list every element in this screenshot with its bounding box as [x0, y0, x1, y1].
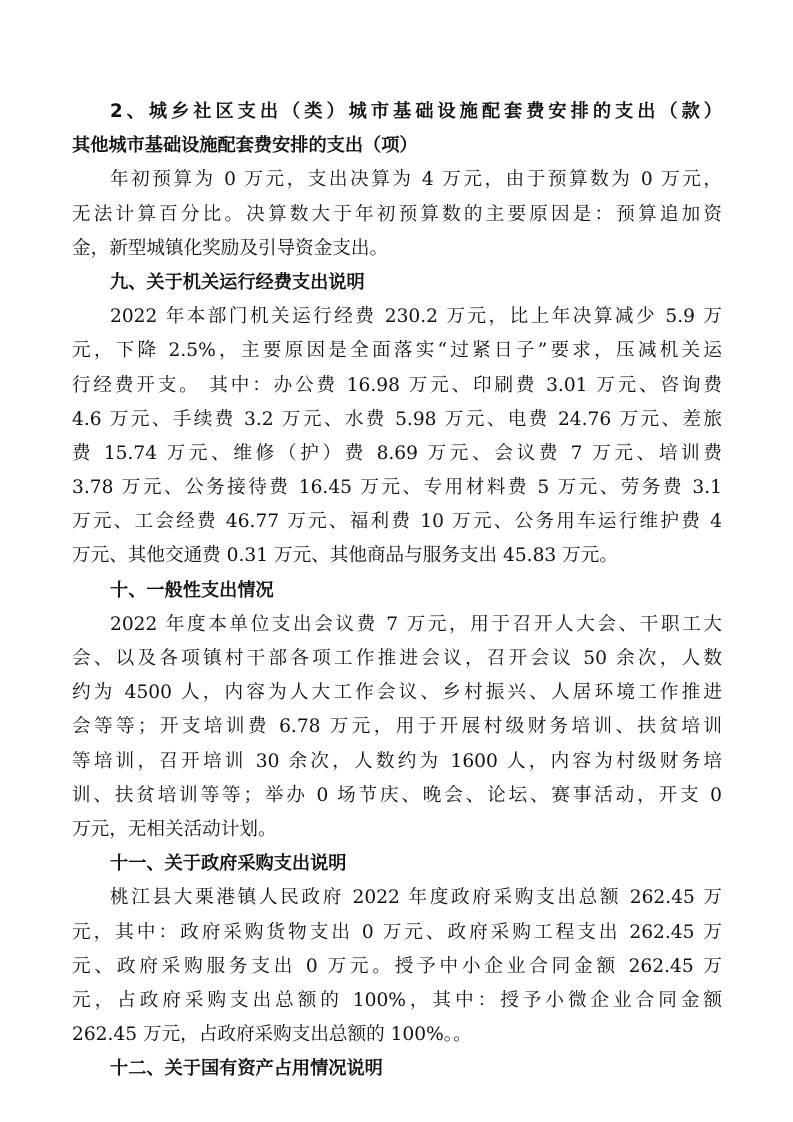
- section-9-body-line: 2022 年本部门机关运行经费 230.2 万元，比上年决算减少 5.9 万: [110, 306, 722, 328]
- section-10-body-line: 训、扶贫培训等等；举办 0 场节庆、晚会、论坛、赛事活动，开支 0: [72, 784, 722, 806]
- section-12-heading: 十二、关于国有资产占用情况说明: [110, 1058, 383, 1080]
- section-2-body-line: 年初预算为 0 万元，支出决算为 4 万元，由于预算数为 0 万元，: [110, 169, 722, 191]
- section-10-body-line: 万元，无相关活动计划。: [72, 818, 277, 840]
- section-11-heading: 十一、关于政府采购支出说明: [110, 853, 347, 875]
- section-9-body-line: 行经费开支。 其中：办公费 16.98 万元、印刷费 3.01 万元、咨询费: [72, 374, 722, 396]
- section-2-body-line: 无法计算百分比。决算数大于年初预算数的主要原因是：预算追加资: [72, 203, 722, 225]
- section-2-body-line: 金，新型城镇化奖励及引导资金支出。: [72, 237, 389, 259]
- document-body: [72, 95, 722, 1086]
- section-11-body-line: 元，占政府采购支出总额的 100%，其中：授予小微企业合同金额: [72, 989, 722, 1011]
- section-10-body-line: 约为 4500 人，内容为人大工作会议、乡村振兴、人居环境工作推进: [72, 682, 722, 704]
- section-9-body-line: 4.6 万元、手续费 3.2 万元、水费 5.98 万元、电费 24.76 万元、差旅: [72, 408, 722, 430]
- section-10-body-line: 等培训，召开培训 30 余次，人数约为 1600 人，内容为村级财务培: [72, 750, 722, 772]
- section-9-body-line: 万元、其他交通费 0.31 万元、其他商品与服务支出 45.83 万元。: [72, 545, 618, 567]
- section-10: [72, 574, 722, 848]
- section-9-body-line: 费 15.74 万元、维修（护）费 8.69 万元、会议费 7 万元、培训费: [72, 442, 722, 464]
- section-2-heading-line-2: 其他城市基础设施配套费安排的支出（项）: [72, 135, 418, 157]
- section-9-body-line: 3.78 万元、公务接待费 16.45 万元、专用材料费 5 万元、劳务费 3.1: [72, 477, 722, 499]
- section-9-heading: 九、关于机关运行经费支出说明: [110, 271, 365, 293]
- section-11-body-line: 桃江县大栗港镇人民政府 2022 年度政府采购支出总额 262.45 万: [110, 887, 722, 909]
- section-10-body-line: 会、以及各项镇村干部各项工作推进会议，召开会议 50 余次，人数: [72, 648, 722, 669]
- section-11-body-line: 元、政府采购服务支出 0 万元。授予中小企业合同金额 262.45 万: [72, 955, 722, 977]
- section-9-body-line: 万元、工会经费 46.77 万元、福利费 10 万元、公务用车运行维护费 4: [72, 511, 722, 533]
- section-12: [72, 1052, 722, 1086]
- section-9-body-line: 元，下降 2.5%，主要原因是全面落实“过紧日子”要求，压减机关运: [72, 340, 722, 362]
- section-2-heading-line-1: 2、城乡社区支出（类）城市基础设施配套费安排的支出（款）: [110, 101, 722, 122]
- section-10-body-line: 会等等；开支培训费 6.78 万元，用于开展村级财务培训、扶贫培训: [72, 716, 722, 738]
- section-11: [72, 847, 722, 1052]
- section-10-heading: 十、一般性支出情况: [110, 579, 274, 601]
- section-2: [72, 95, 722, 266]
- section-10-body-line: 2022 年度本单位支出会议费 7 万元，用于召开人大会、干职工大: [110, 613, 722, 635]
- section-11-body-line: 262.45 万元，占政府采购支出总额的 100%。。: [72, 1024, 472, 1046]
- section-9: [72, 266, 722, 574]
- section-11-body-line: 元，其中：政府采购货物支出 0 万元、政府采购工程支出 262.45 万: [72, 921, 722, 943]
